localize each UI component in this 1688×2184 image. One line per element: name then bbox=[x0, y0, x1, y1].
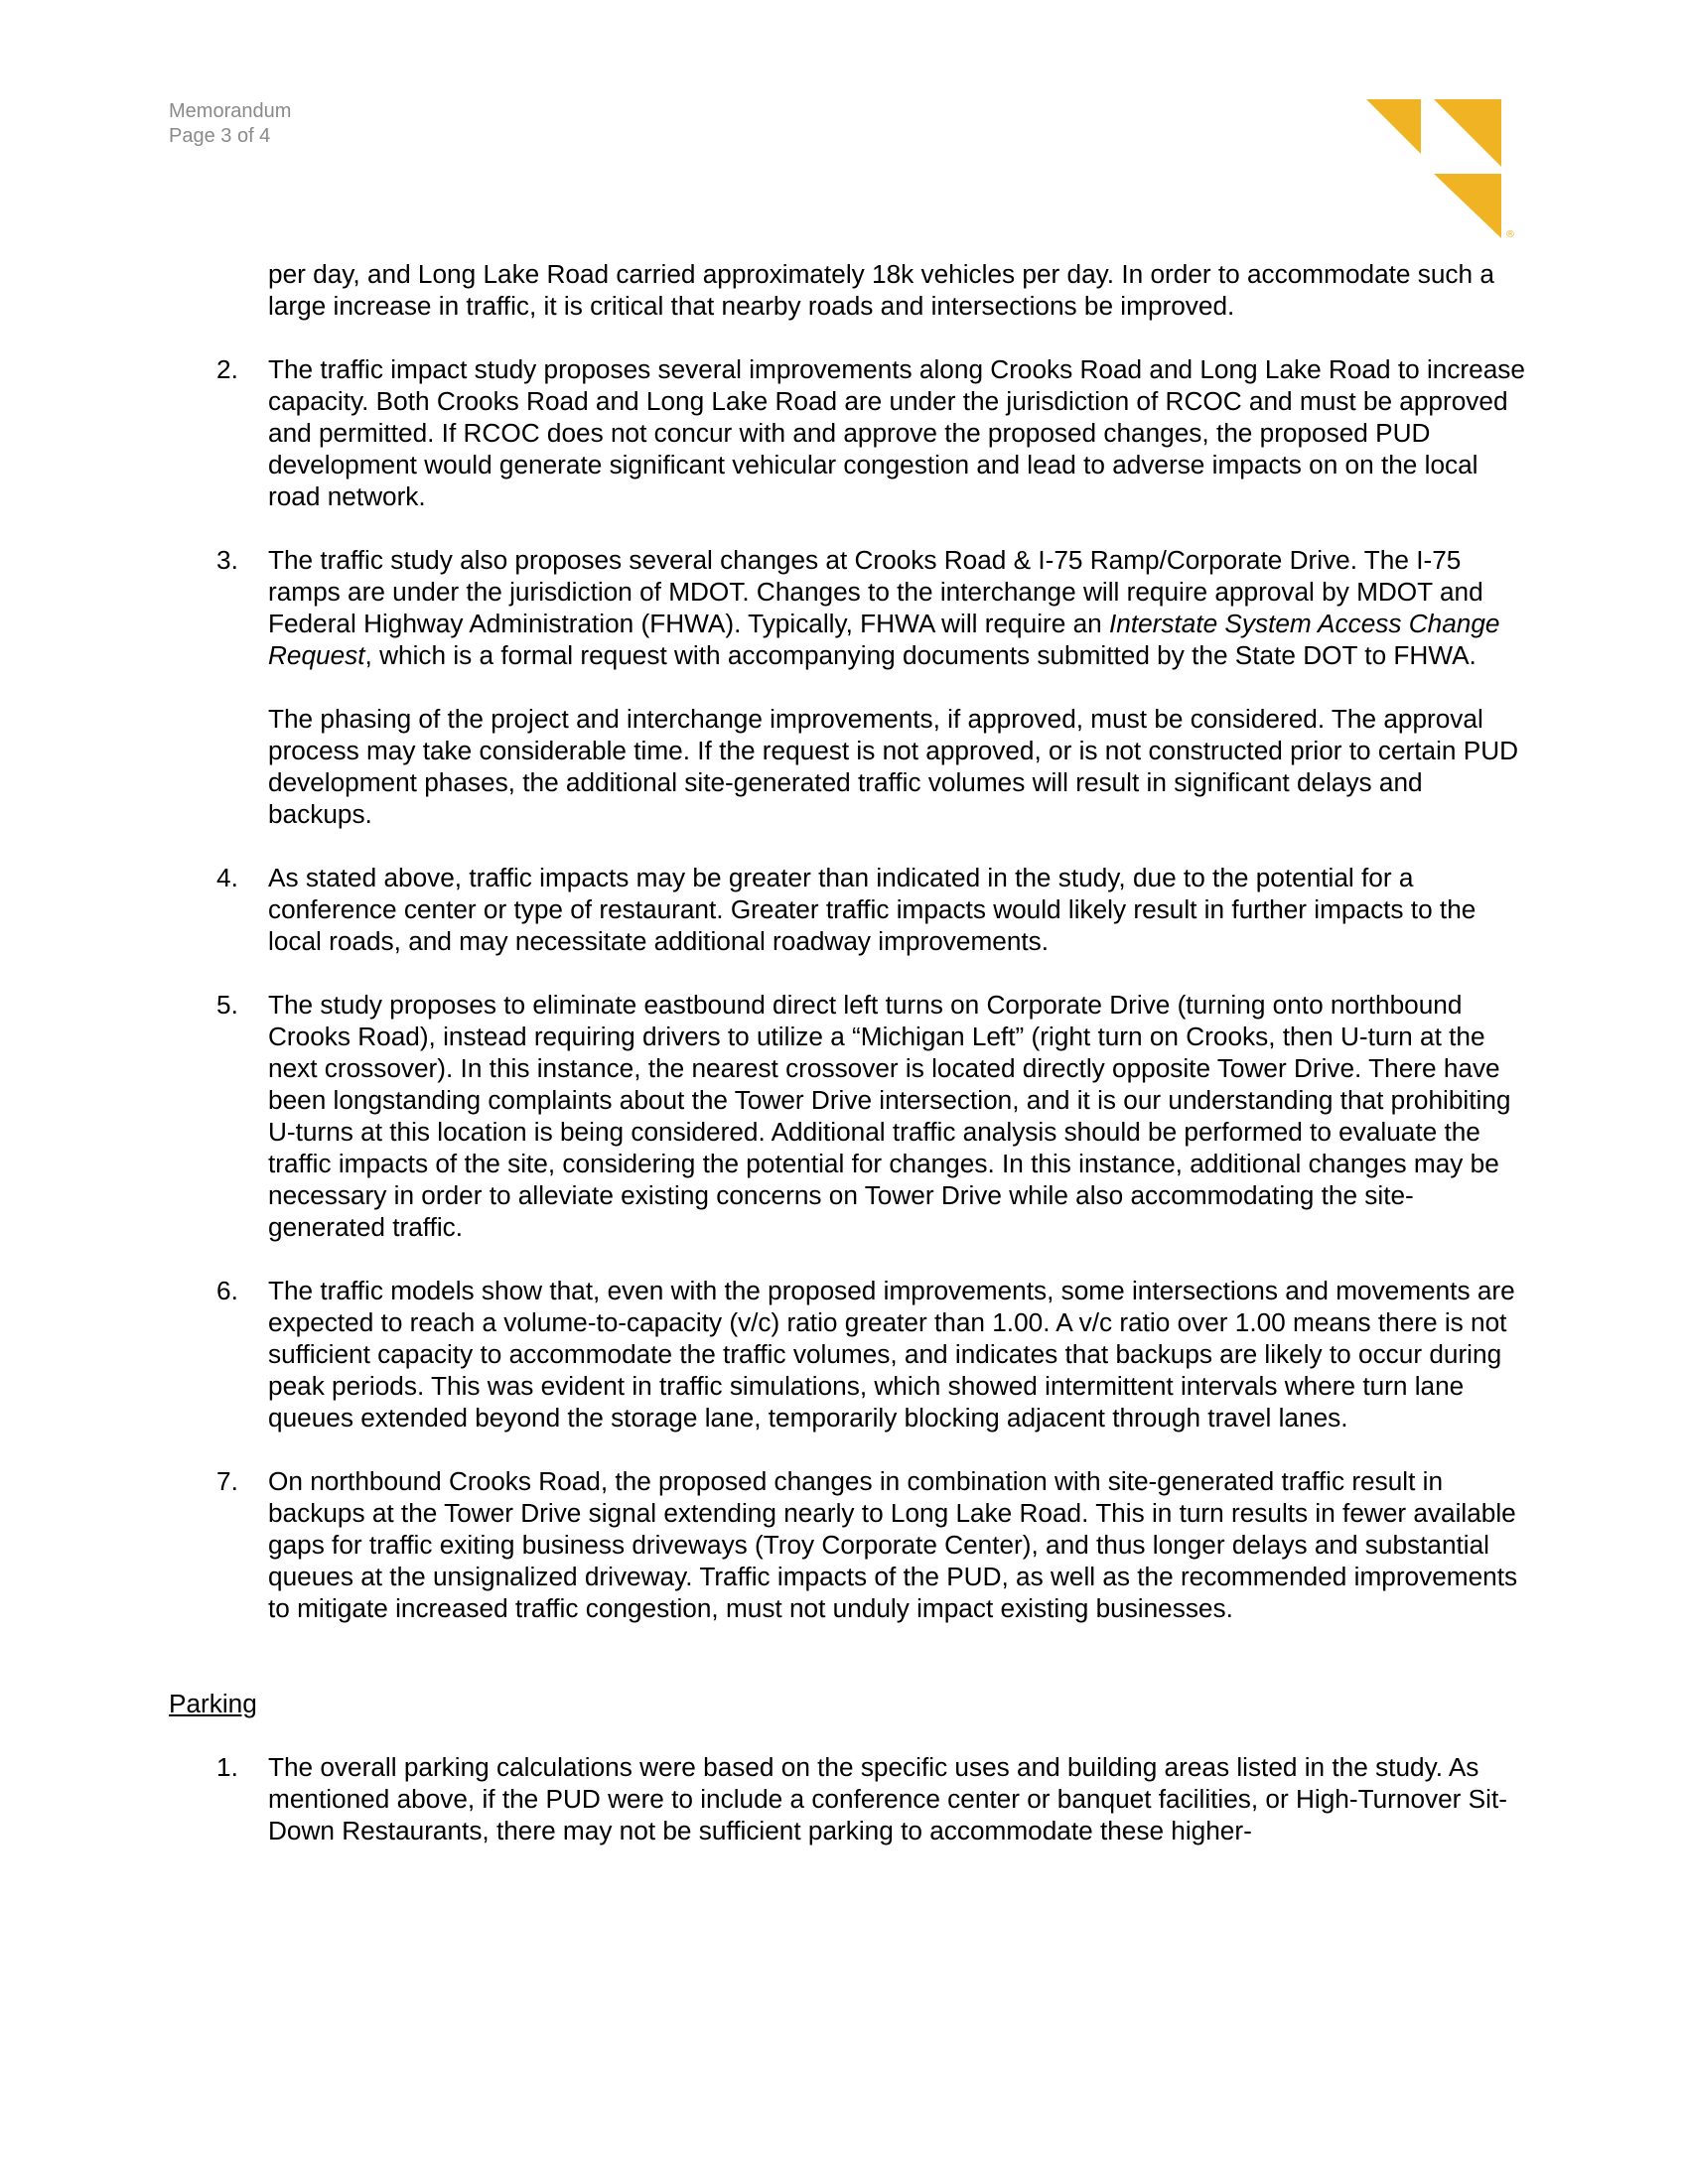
item-number: 1. bbox=[216, 1752, 238, 1782]
logo-triangle-upper-right bbox=[1434, 99, 1501, 167]
registered-mark: ® bbox=[1505, 229, 1515, 238]
item-text bbox=[268, 544, 1529, 671]
item-text-emphasis: Interstate System Access Change Request bbox=[268, 609, 1500, 670]
logo-triangle-lower-right bbox=[1434, 174, 1501, 238]
logo-triangle-left bbox=[1366, 99, 1421, 154]
item-text: As stated above, traffic impacts may be greater than indicated in the study, due to the potential for a conference center or type of restaurant. Greater traffic impacts would likely result in further impacts to the local roads, and may necessitate additional roadway improvements. bbox=[268, 863, 1477, 956]
item-text: The phasing of the project and interchange improvements, if approved, must be considered. The approval process may take considerable time. If the request is not approved, or is not constructed prior to certain PUD development phases, the additional site-generated traffic volumes will result in significant delays and backups. bbox=[268, 704, 1519, 829]
list-item bbox=[169, 544, 1529, 830]
item-text-part: The traffic study also proposes several changes at Crooks Road & I-75 Ramp/Corporate Drive. The I-75 ramps are under the jurisdiction of MDOT. Changes to the interchange will require approval by MDOT and Federal Highway Administration (FHWA). Typically, FHWA will require an bbox=[268, 545, 1483, 638]
item-number: 5. bbox=[216, 990, 238, 1020]
item-number: 2. bbox=[216, 354, 238, 384]
item-number: 7. bbox=[216, 1466, 238, 1496]
item-text: On northbound Crooks Road, the proposed changes in combination with site-generated traffic result in backups at the Tower Drive signal extending nearly to Long Lake Road. This in turn results in fewer available gaps for traffic exiting business driveways (Troy Corporate Center), and thus longer delays and substantial queues at the unsignalized driveway. Traffic impacts of the PUD, as well as the recommended improvements to mitigate increased traffic congestion, must not unduly impact existing businesses. bbox=[268, 1466, 1518, 1623]
list-item bbox=[169, 1275, 1529, 1433]
page-number: Page 3 of 4 bbox=[169, 125, 271, 147]
continuation-paragraph: per day, and Long Lake Road carried approximately 18k vehicles per day. In order to accommodate such a large increase in traffic, it is critical that nearby roads and intersections be improved. bbox=[268, 259, 1494, 321]
list-item bbox=[169, 1751, 1529, 1846]
list-item bbox=[169, 1465, 1529, 1624]
item-number: 4. bbox=[216, 863, 238, 892]
list-item bbox=[169, 353, 1529, 512]
memo-body bbox=[169, 258, 1529, 1878]
company-logo bbox=[1366, 99, 1525, 238]
parking-heading: Parking bbox=[169, 1689, 257, 1718]
item-text: The traffic models show that, even with the proposed improvements, some intersections and movements are expected to reach a volume-to-capacity (v/c) ratio greater than 1.00. A v/c ratio over 1.00 means there is not sufficient capacity to accommodate the traffic volumes, and indicates that backups are likely to occur during peak periods. This was evident in traffic simulations, which showed intermittent intervals where turn lane queues extended beyond the storage lane, temporarily blocking adjacent through travel lanes. bbox=[268, 1276, 1515, 1433]
item-text-part: , which is a formal request with accompanying documents submitted by the State DOT to FHWA. bbox=[364, 640, 1477, 670]
item-text: The overall parking calculations were based on the specific uses and building areas listed in the study. As mentioned above, if the PUD were to include a conference center or banquet facilities, or High-Turnover Sit-Down Restaurants, there may not be sufficient parking to accommodate these higher- bbox=[268, 1752, 1507, 1845]
traffic-items-list bbox=[169, 353, 1529, 1624]
page-header bbox=[169, 99, 291, 149]
item-text: The study proposes to eliminate eastbound direct left turns on Corporate Drive (turning onto northbound Crooks Road), instead requiring drivers to utilize a “Michigan Left” (right turn on Crooks, then U-turn at the next crossover). In this instance, the nearest crossover is located directly opposite Tower Drive. There have been longstanding complaints about the Tower Drive intersection, and it is our understanding that prohibiting U-turns at this location is being considered. Additional traffic analysis should be performed to evaluate the traffic impacts of the site, considering the potential for changes. In this instance, additional changes may be necessary in order to alleviate existing concerns on Tower Drive while also accommodating the site-generated traffic. bbox=[268, 990, 1511, 1242]
parking-items-list bbox=[169, 1751, 1529, 1846]
list-item bbox=[169, 989, 1529, 1243]
memo-title: Memorandum bbox=[169, 100, 292, 122]
item-number: 6. bbox=[216, 1276, 238, 1305]
item-number: 3. bbox=[216, 545, 238, 575]
list-item bbox=[169, 862, 1529, 957]
item-text: The traffic impact study proposes several improvements along Crooks Road and Long Lake Road to increase capacity. Both Crooks Road and Long Lake Road are under the jurisdiction of RCOC and must be approved and permitted. If RCOC does not concur with and approve the proposed changes, the proposed PUD development would generate significant vehicular congestion and lead to adverse impacts on on the local road network. bbox=[268, 354, 1525, 511]
